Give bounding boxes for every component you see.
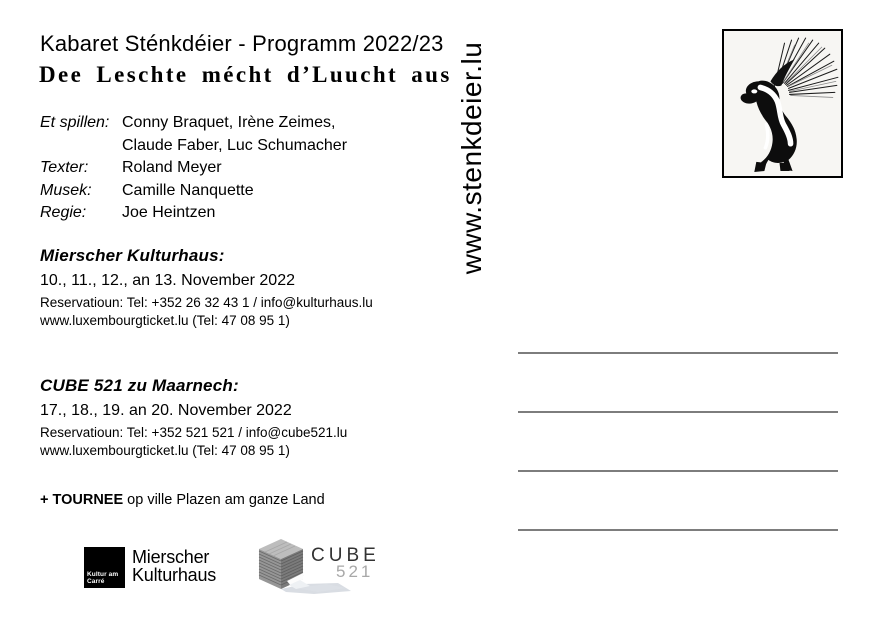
venue-dates: 10., 11., 12., an 13. November 2022 [40,272,295,289]
cast-names: Camille Nanquette [122,181,254,199]
venue-cube-521 [40,376,347,460]
reply-line [518,411,838,413]
mierscher-logo-wordmark [132,547,216,584]
badge-text-line2: Carré [87,578,105,585]
skunk-illustration-frame [722,29,843,178]
cast-role-label [40,135,122,158]
cast-names: Joe Heintzen [122,204,216,221]
cast-names: Conny Braquet, Irène Zeimes, [122,114,336,131]
mierscher-logo-line2: Kulturhaus [132,564,217,585]
reply-line [518,470,838,472]
skunk-icon [724,31,841,176]
venue-ticket-info: www.luxembourgticket.lu (Tel: 47 08 95 1) [40,443,290,458]
tournee-note [40,492,325,508]
venue-dates: 17., 18., 19. an 20. November 2022 [40,402,292,419]
cast-names: Roland Meyer [122,159,222,176]
cube-logo-wordmark: CUBE [311,545,380,566]
venue-name: CUBE 521 zu Maarnech: [40,376,239,395]
badge-text-line1: Kultur am [87,571,119,578]
cube-521-logo [256,536,396,596]
cast-role-label: Texter: [40,159,89,176]
show-title: Dee Leschte mécht d’Luucht aus [39,62,452,87]
cast-names: Claude Faber, Luc Schumacher [122,136,348,154]
reply-line [518,352,838,354]
program-title: Kabaret Sténkdéier - Programm 2022/23 [40,31,444,56]
venue-ticket-info: www.luxembourgticket.lu (Tel: 47 08 95 1) [40,313,290,328]
cast-role-label: Regie: [40,204,87,221]
cast-row [40,180,347,203]
venue-name: Mierscher Kulturhaus: [40,246,225,265]
cast-row [40,157,347,180]
tournee-highlight: + TOURNEE [40,492,124,508]
cast-role-label: Et spillen: [40,114,110,131]
badge-text [87,571,118,585]
venue-reservation-info: Reservatioun: Tel: +352 26 32 43 1 / info@kulturhaus.lu [40,295,373,310]
cast-list [40,112,347,225]
cast-row [40,202,347,225]
mierscher-kulturhaus-logo [84,547,216,588]
reply-line [518,529,838,531]
cast-row [40,135,347,158]
venue-mierscher-kulturhaus [40,246,373,330]
tournee-text: op ville Plazen am ganze Land [123,492,325,508]
website-url-vertical: www.stenkdeier.lu [456,41,487,275]
venue-reservation-info: Reservatioun: Tel: +352 521 521 / info@cube521.lu [40,425,348,440]
cast-row [40,112,347,135]
mierscher-logo-line1: Mierscher [132,547,210,567]
cube-logo-number: 521 [336,562,374,581]
kultur-am-carre-badge [84,547,125,588]
cast-role-label: Musek: [40,181,92,199]
